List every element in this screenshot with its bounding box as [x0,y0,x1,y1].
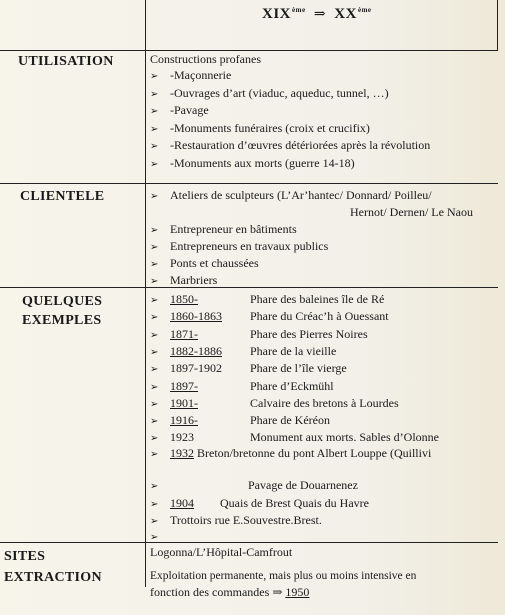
bullet-icon: ➢ [150,329,159,341]
century-header [262,6,372,23]
example-item [150,413,330,429]
utilisation-item [150,138,430,154]
exemples-rule [0,542,498,543]
utilisation-item [150,121,370,137]
sites-line-3 [150,585,309,599]
sites-label-2: EXTRACTION [4,570,102,585]
bullet-icon: ➢ [150,123,159,135]
bullet-icon: ➢ [150,88,159,100]
exemples-label-2: EXEMPLES [22,313,102,328]
example-date: 1860-1863 [170,309,222,324]
clientele-rule [0,287,498,288]
example-1904-text: Quais de Brest Quais du Havre [220,496,369,510]
utilisation-item-text: -Monuments aux morts (guerre 14-18) [170,155,355,170]
bullet-icon: ➢ [150,295,159,306]
bullet-icon: ➢ [150,532,159,543]
arrow-icon: ⇒ [272,585,283,599]
example-trottoirs [150,513,322,529]
century-to: XX [334,6,357,22]
example-1932-date: 1932 [170,446,194,460]
example-item [150,361,347,377]
utilisation-item-text: -Maçonnerie [170,68,232,82]
bullet-icon: ➢ [150,158,159,170]
example-date: 1916- [170,413,198,428]
sites-line-2: Exploitation permanente, mais plus ou moins intensive en [150,570,417,582]
clientele-line-2: Hernot/ Dernen/ Le Naou [350,205,473,219]
utilisation-item [150,103,209,119]
clientele-item [150,256,259,272]
clientele-item-text: Entrepreneur en bâtiments [170,222,297,236]
utilisation-rule [0,183,498,184]
example-1932 [150,446,431,462]
example-item [150,379,334,395]
example-date: 1901- [170,395,198,410]
clientele-item-text: Marbriers [170,273,218,287]
example-date: 1882-1886 [170,343,222,358]
sites-line-3-text: fonction des commandes [150,585,270,599]
bullet-icon: ➢ [150,449,159,460]
example-item [150,396,399,412]
sites-label-1: SITES [4,549,46,564]
right-border [497,0,498,50]
bullet-icon: ➢ [150,516,159,527]
column-divider [145,0,146,587]
example-text: Phare des baleines île de Ré [250,292,385,306]
bullet-icon: ➢ [150,225,159,236]
utilisation-item [150,68,231,84]
bullet-icon: ➢ [150,242,159,253]
example-text: Phare d’Eckmühl [250,378,334,393]
clientele-item [150,273,217,289]
bullet-icon: ➢ [150,106,159,117]
example-text: Calvaire des bretons à Lourdes [250,395,399,410]
example-date: 1897-1902 [170,361,222,376]
clientele-label: CLIENTELE [20,189,105,204]
bullet-icon: ➢ [150,276,159,287]
bullet-icon: ➢ [150,312,159,324]
example-1904-date: 1904 [170,496,194,510]
clientele-item [150,222,297,238]
utilisation-item [150,156,355,172]
example-text: Phare de Kéréon [250,413,330,428]
example-item [150,292,384,308]
example-text: Phare de la vieille [250,343,337,358]
clientele-item [150,239,328,255]
century-from: XIX [262,6,292,22]
bullet-icon: ➢ [150,141,159,152]
exemples-label-1: QUELQUES [22,294,103,309]
example-pavage [150,478,358,494]
bullet-icon: ➢ [150,398,159,410]
bullet-icon: ➢ [150,346,159,358]
clientele-line-1 [150,188,432,204]
sites-year: 1950 [285,585,310,599]
utilisation-item-text: -Restauration d’œuvres détériorées après la révolution [170,138,431,152]
bullet-icon: ➢ [150,481,159,492]
century-to-sup: ème [357,6,372,14]
example-item [150,344,336,360]
example-text: Monument aux morts. Sables d’Olonne [250,430,439,445]
bullet-icon: ➢ [150,364,159,376]
bullet-icon: ➢ [150,499,159,510]
example-pavage-text: Pavage de Douarnenez [248,478,358,492]
arrow-icon: ⇒ [313,7,327,22]
bullet-icon: ➢ [150,191,159,202]
example-1904 [150,496,369,512]
example-text: Phare de l’île vierge [250,361,347,376]
header-rule [0,50,498,51]
bullet-icon: ➢ [150,433,159,445]
utilisation-item-text: -Monuments funéraires (croix et crucifix) [170,120,370,135]
clientele-line-1-text: Ateliers de sculpteurs (L’Ar’hantec/ Donnard/ Poilleu/ [170,188,432,202]
example-date: 1871- [170,326,198,341]
example-text: Phare du Créac’h à Ouessant [250,309,389,324]
example-item [150,327,368,343]
example-item [150,309,389,325]
utilisation-item-text: -Pavage [170,103,209,117]
bullet-icon: ➢ [150,71,159,82]
example-trottoirs-text: Trottoirs rue E.Souvestre.Brest. [170,513,322,527]
example-text: Phare des Pierres Noires [250,326,368,341]
bullet-icon: ➢ [150,381,159,393]
example-1932-text: Breton/bretonne du pont Albert Louppe (Quillivi [197,446,432,460]
utilisation-item [150,86,389,102]
example-date: 1923 [170,430,194,445]
utilisation-item-text: -Ouvrages d’art (viaduc, aqueduc, tunnel, …) [170,85,389,100]
bullet-icon: ➢ [150,259,159,270]
utilisation-intro: Constructions profanes [150,52,261,66]
example-date: 1897- [170,378,198,393]
bullet-icon: ➢ [150,416,159,428]
example-empty-bullet [150,529,170,545]
utilisation-label: UTILISATION [18,54,114,69]
century-from-sup: ème [292,6,306,14]
sites-line-1: Logonna/L’Hôpital-Camfrout [150,545,293,559]
example-date: 1850- [170,292,198,306]
clientele-item-text: Ponts et chaussées [170,256,259,270]
clientele-item-text: Entrepreneurs en travaux publics [170,239,329,253]
example-item [150,430,439,446]
